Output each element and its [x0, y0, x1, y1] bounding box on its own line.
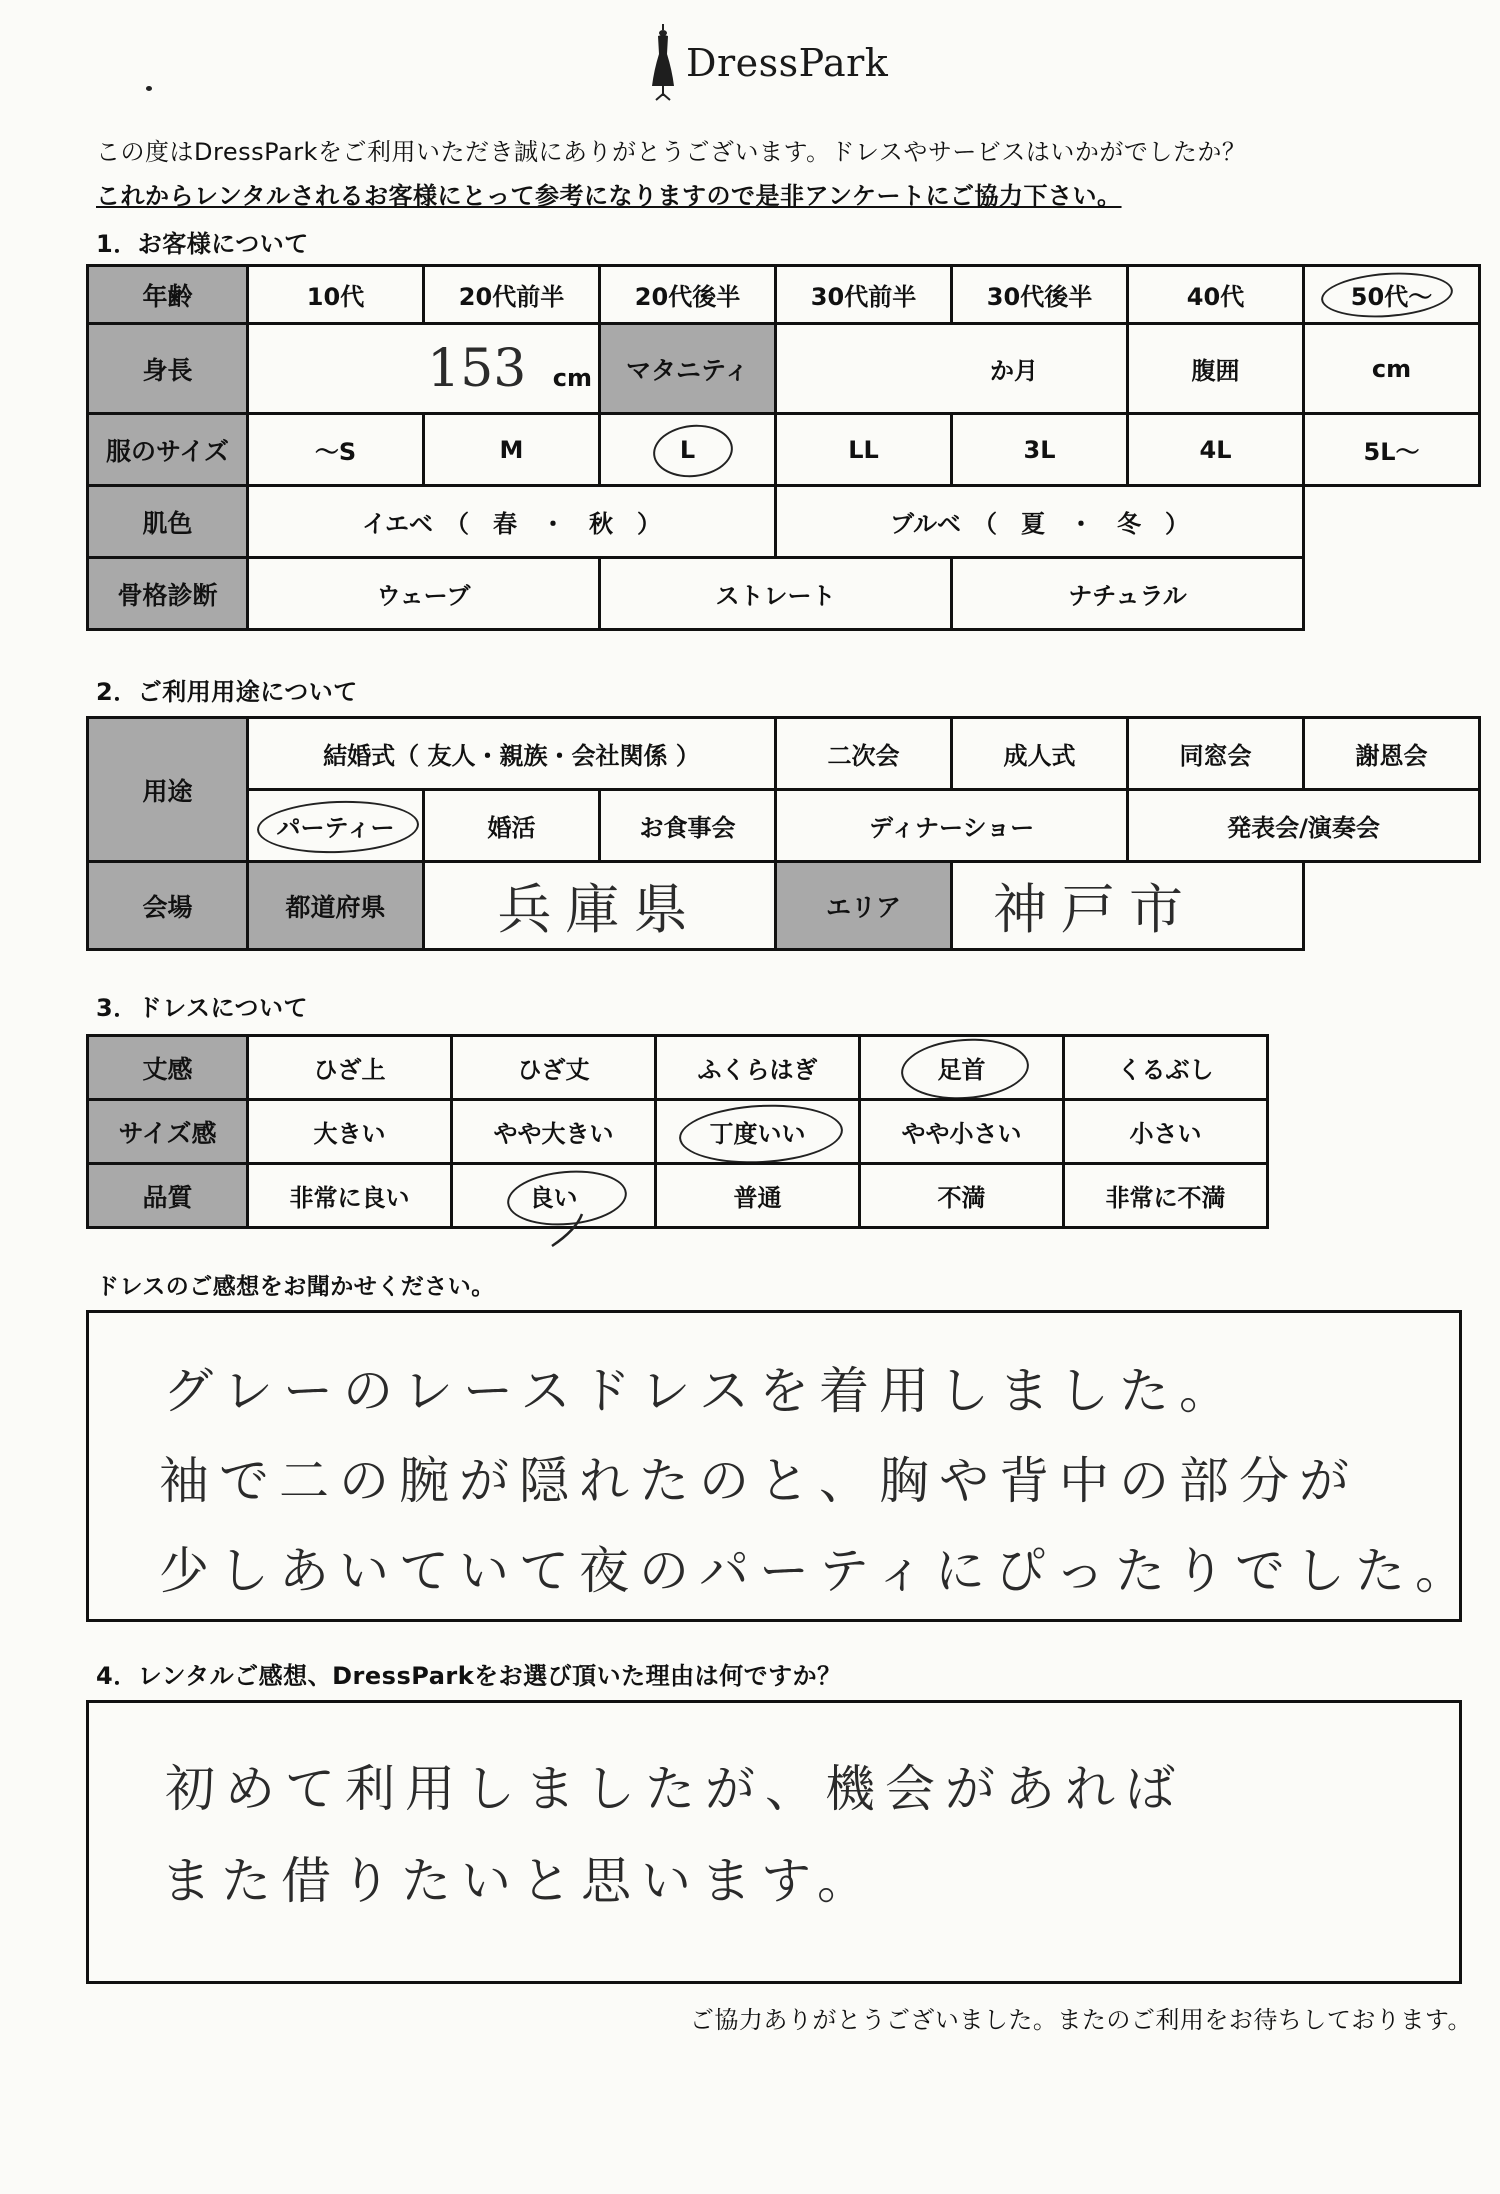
waist-field[interactable]: [1304, 324, 1480, 414]
usage-option[interactable]: 成人式: [952, 718, 1128, 790]
prefecture-label: 都道府県: [248, 862, 424, 950]
impressions-line: 少しあいていて夜のパーティにぴったりでした。: [159, 1542, 1475, 1600]
empty-cell: [1304, 486, 1480, 558]
maternity-label: マタニティ: [600, 324, 776, 414]
waist-label: 腹囲: [1128, 324, 1304, 414]
usage-option[interactable]: 同窓会: [1128, 718, 1304, 790]
usage-option[interactable]: 発表会/演奏会: [1128, 790, 1480, 862]
usage-label: 用途: [88, 718, 248, 862]
length-option[interactable]: ふくらはぎ: [656, 1036, 860, 1100]
months-unit: か月: [990, 357, 1038, 385]
area-label: エリア: [776, 862, 952, 950]
intro-text: この度はDressParkをご利用いただき誠にありがとうございます。ドレスやサービスはいかがでしたか？: [96, 138, 1247, 166]
age-option[interactable]: 30代前半: [776, 266, 952, 324]
reason-line: また借りたいと思います。: [161, 1852, 877, 1910]
size-label: 服のサイズ: [88, 414, 248, 486]
logo-text: DressPark: [686, 41, 889, 85]
area-value: 神戸市: [993, 878, 1198, 941]
skin-blue-option[interactable]: ブルベ （ 夏 ・ 冬 ）: [776, 486, 1304, 558]
section-customer-title: 1．お客様について: [96, 230, 309, 258]
usage-option[interactable]: 結婚式（ 友人・親族・会社関係 ）: [248, 718, 776, 790]
usage-table: [86, 716, 1481, 951]
age-label: 年齢: [88, 266, 248, 324]
quality-label: 品質: [88, 1164, 248, 1228]
size-option[interactable]: 4L: [1128, 414, 1304, 486]
pen-stroke-mark: [546, 1212, 586, 1252]
fit-option[interactable]: 小さい: [1064, 1100, 1268, 1164]
size-option[interactable]: 3L: [952, 414, 1128, 486]
reason-line: 初めて利用しましたが、機会があれば: [165, 1760, 1185, 1818]
skin-label: 肌色: [88, 486, 248, 558]
impressions-line: 袖で二の腕が隠れたのと、胸や背中の部分が: [159, 1452, 1359, 1510]
fit-option-selected[interactable]: [656, 1100, 860, 1164]
age-selected-text: 50代〜: [1350, 283, 1433, 311]
height-unit: cm: [552, 363, 592, 392]
prefecture-value: 兵庫県: [497, 878, 702, 941]
section-reason-title: 4．レンタルご感想、DressParkをお選び頂いた理由は何ですか？: [96, 1662, 842, 1690]
length-option[interactable]: ひざ上: [248, 1036, 452, 1100]
impressions-title: ドレスのご感想をお聞かせください。: [96, 1274, 495, 1300]
size-option[interactable]: M: [424, 414, 600, 486]
age-option[interactable]: 30代後半: [952, 266, 1128, 324]
size-option[interactable]: 5L〜: [1304, 414, 1480, 486]
height-value: 153: [427, 338, 527, 399]
frame-option[interactable]: ウェーブ: [248, 558, 600, 630]
dress-table: [86, 1034, 1269, 1229]
quality-option[interactable]: 不満: [860, 1164, 1064, 1228]
usage-option[interactable]: 謝恩会: [1304, 718, 1480, 790]
usage-option[interactable]: お食事会: [600, 790, 776, 862]
usage-selected-text: パーティー: [276, 814, 395, 842]
quality-selected-text: 良い: [529, 1184, 578, 1212]
closing-message: ご協力ありがとうございました。またのご利用をお待ちしております。: [689, 2006, 1472, 2034]
age-option[interactable]: 40代: [1128, 266, 1304, 324]
length-label: 丈感: [88, 1036, 248, 1100]
impressions-line: グレーのレースドレスを着用しました。: [163, 1362, 1239, 1420]
age-option[interactable]: 10代: [248, 266, 424, 324]
waist-unit: cm: [1371, 354, 1412, 383]
dresspark-logo: [650, 24, 888, 102]
age-option-selected[interactable]: [1304, 266, 1480, 324]
fit-selected-text: 丁度いい: [709, 1120, 806, 1148]
fit-option[interactable]: やや大きい: [452, 1100, 656, 1164]
usage-option[interactable]: 婚活: [424, 790, 600, 862]
prefecture-field[interactable]: [424, 862, 776, 950]
empty-cell: [1304, 862, 1480, 950]
size-option-selected[interactable]: [600, 414, 776, 486]
length-selected-text: 足首: [937, 1056, 986, 1084]
frame-option[interactable]: ストレート: [600, 558, 952, 630]
age-option[interactable]: 20代後半: [600, 266, 776, 324]
intro-request: これからレンタルされるお客様にとって参考になりますので是非アンケートにご協力下さい。: [96, 182, 1122, 210]
reason-box[interactable]: [86, 1700, 1462, 1984]
section-usage-title: 2．ご利用用途について: [96, 678, 358, 706]
scan-speck: [146, 86, 152, 91]
customer-table: [86, 264, 1481, 631]
frame-label: 骨格診断: [88, 558, 248, 630]
skin-yellow-option[interactable]: イエベ （ 春 ・ 秋 ）: [248, 486, 776, 558]
quality-option[interactable]: 普通: [656, 1164, 860, 1228]
age-option[interactable]: 20代前半: [424, 266, 600, 324]
length-option-selected[interactable]: [860, 1036, 1064, 1100]
fit-option[interactable]: やや小さい: [860, 1100, 1064, 1164]
area-field[interactable]: [952, 862, 1304, 950]
size-option[interactable]: 〜S: [248, 414, 424, 486]
quality-option[interactable]: 非常に不満: [1064, 1164, 1268, 1228]
dress-mannequin-icon: [650, 24, 676, 102]
usage-option-selected[interactable]: [248, 790, 424, 862]
usage-option[interactable]: ディナーショー: [776, 790, 1128, 862]
length-option[interactable]: ひざ丈: [452, 1036, 656, 1100]
section-dress-title: 3．ドレスについて: [96, 994, 308, 1022]
height-field[interactable]: [248, 324, 600, 414]
fit-label: サイズ感: [88, 1100, 248, 1164]
fit-option[interactable]: 大きい: [248, 1100, 452, 1164]
empty-cell: [1304, 558, 1480, 630]
maternity-months-field[interactable]: [776, 324, 1128, 414]
height-label: 身長: [88, 324, 248, 414]
quality-option[interactable]: 非常に良い: [248, 1164, 452, 1228]
venue-label: 会場: [88, 862, 248, 950]
length-option[interactable]: くるぶし: [1064, 1036, 1268, 1100]
size-option[interactable]: LL: [776, 414, 952, 486]
usage-option[interactable]: 二次会: [776, 718, 952, 790]
frame-option[interactable]: ナチュラル: [952, 558, 1304, 630]
size-selected-text: L: [679, 435, 696, 464]
impressions-box[interactable]: [86, 1310, 1475, 1622]
